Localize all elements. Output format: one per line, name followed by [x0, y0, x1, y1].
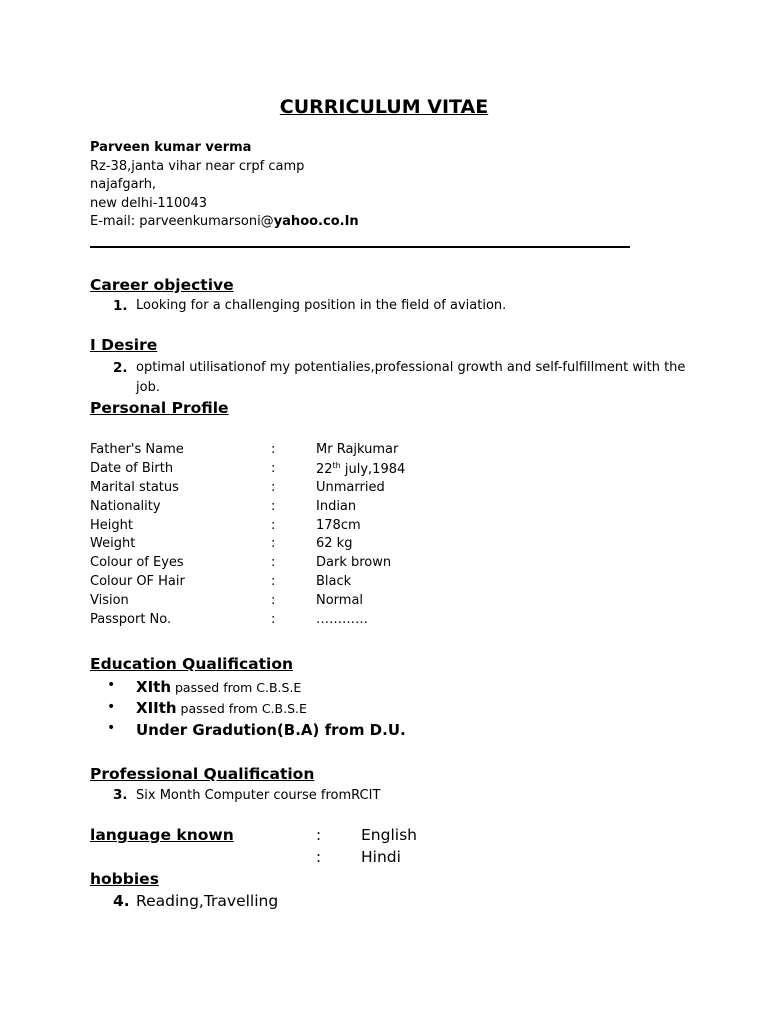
list-number: 1.	[113, 298, 128, 314]
desire-heading: I Desire	[90, 336, 158, 354]
profile-label: Date of Birth	[90, 460, 174, 476]
education-item	[136, 721, 406, 739]
email-domain: yahoo.co.In	[273, 214, 359, 229]
bullet-icon: •	[107, 677, 116, 693]
hobbies-heading: hobbies	[90, 870, 159, 888]
education-item	[136, 699, 307, 717]
career-objective-text: Looking for a challenging position in the field of aviation.	[136, 298, 507, 313]
list-number: 4.	[113, 892, 130, 910]
profile-label: Passport No.	[90, 612, 172, 628]
dob-suffix: th	[332, 460, 341, 470]
profile-value: Normal	[316, 593, 364, 609]
profile-label: Marital status	[90, 479, 179, 495]
language-colon: :	[316, 826, 322, 844]
list-number: 2.	[113, 360, 128, 376]
profile-label: Father's Name	[90, 442, 184, 457]
contact-block	[90, 139, 359, 232]
profile-colon: :	[271, 498, 276, 514]
address-line: najafgarh,	[90, 177, 157, 192]
profile-label: Height	[90, 517, 133, 533]
profile-label: Colour of Eyes	[90, 555, 184, 571]
education-item	[136, 678, 301, 696]
profile-colon: :	[271, 479, 276, 495]
profile-label: Weight	[90, 536, 136, 552]
desire-text	[136, 358, 685, 398]
profile-value: 178cm	[316, 517, 361, 533]
profile-colon: :	[271, 593, 276, 609]
email-line	[90, 213, 359, 232]
profile-value: Unmarried	[316, 479, 385, 495]
dob-rest: july,1984	[340, 461, 406, 477]
education-item-strong: XIth	[136, 678, 171, 696]
profile-colon: :	[271, 517, 276, 533]
hobbies-text: Reading,Travelling	[136, 892, 279, 910]
profile-colon: :	[271, 536, 276, 552]
document-title: CURRICULUM VITAE	[279, 96, 489, 118]
dob-day: 22	[316, 461, 333, 477]
desire-text-line: optimal utilisationof my potentialies,professional growth and self-fulfillment with the	[136, 360, 686, 375]
email-prefix: E-mail: parveenkumarsoni@	[90, 214, 274, 229]
personal-profile-heading: Personal Profile	[90, 399, 229, 417]
profile-value: Dark brown	[316, 555, 392, 571]
language-value: English	[361, 826, 417, 844]
profile-value: Mr Rajkumar	[316, 442, 399, 457]
education-heading: Education Qualification	[90, 655, 294, 673]
professional-heading: Professional Qualification	[90, 765, 315, 783]
profile-value: …………	[316, 612, 368, 628]
education-item-strong: XIIth	[136, 699, 177, 717]
profile-colon: :	[271, 574, 276, 590]
horizontal-rule	[90, 246, 630, 248]
profile-value	[316, 461, 405, 477]
profile-colon: :	[271, 555, 276, 571]
address-line: new delhi-110043	[90, 195, 208, 211]
profile-label: Nationality	[90, 498, 161, 514]
profile-label: Vision	[90, 593, 129, 609]
professional-text: Six Month Computer course fromRCIT	[136, 788, 381, 803]
education-item-rest: passed from C.B.S.E	[171, 680, 302, 695]
desire-text-line: job.	[136, 380, 160, 395]
education-item-rest: passed from C.B.S.E	[176, 701, 307, 716]
profile-colon: :	[271, 460, 276, 476]
address-line: Rz-38,janta vihar near crpf camp	[90, 158, 305, 174]
language-value: Hindi	[361, 848, 401, 866]
applicant-name: Parveen kumar verma	[90, 140, 252, 155]
profile-colon: :	[271, 442, 276, 457]
education-item-strong: Under Gradution(B.A) from D.U.	[136, 721, 406, 739]
bullet-icon: •	[107, 720, 116, 736]
profile-value: 62 kg	[316, 536, 353, 552]
career-objective-heading: Career objective	[90, 276, 234, 294]
language-colon: :	[316, 848, 322, 866]
profile-value: Black	[316, 574, 352, 590]
profile-label: Colour OF Hair	[90, 574, 185, 590]
language-heading: language known	[90, 826, 234, 844]
profile-colon: :	[271, 612, 276, 628]
profile-value: Indian	[316, 498, 357, 514]
bullet-icon: •	[107, 699, 116, 715]
list-number: 3.	[113, 787, 128, 803]
